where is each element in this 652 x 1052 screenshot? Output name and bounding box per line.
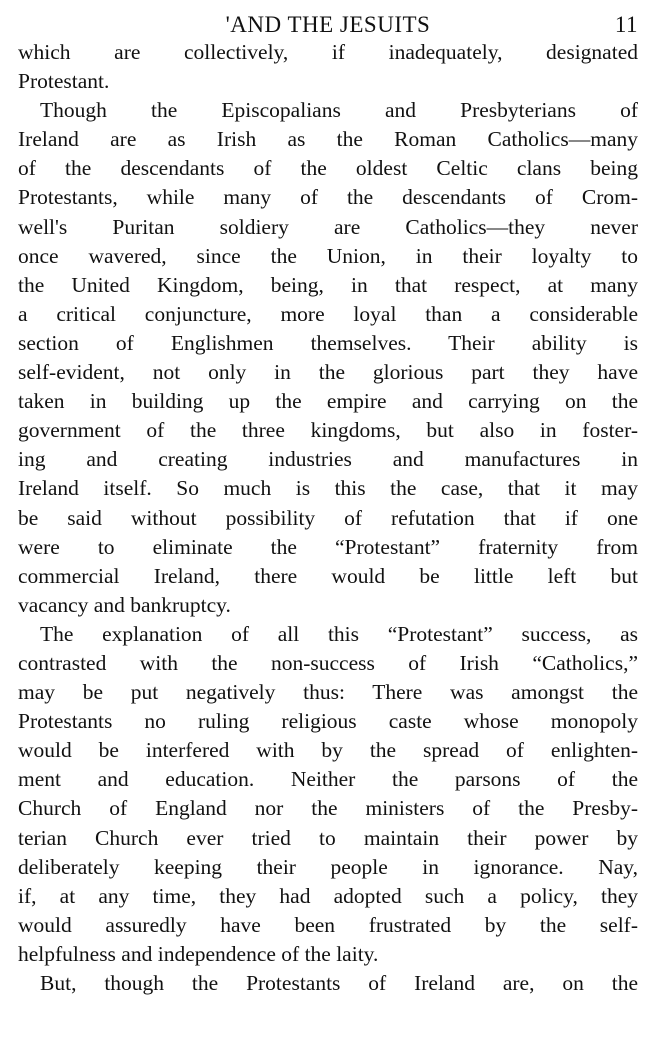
running-title: 'AND THE JESUITS xyxy=(225,12,431,37)
running-head xyxy=(18,6,638,38)
text-line: vacancy and bankruptcy. xyxy=(18,592,231,617)
text-line: section of Englishmen themselves. Their ability is xyxy=(18,330,638,355)
page-number: 11 xyxy=(614,12,638,37)
text-line: government of the three kingdoms, but also in foster- xyxy=(18,418,638,443)
text-line: be said without possibility of refutation that if one xyxy=(18,505,638,530)
text-line: taken in building up the empire and carrying on the xyxy=(18,389,638,414)
text-line: Ireland itself. So much is this the case, that it may xyxy=(18,476,638,501)
body-text xyxy=(18,38,638,998)
text-line: of the descendants of the oldest Celtic clans being xyxy=(18,156,638,181)
text-line: the United Kingdom, being, in that respect, at many xyxy=(18,272,638,297)
text-line: Protestants, while many of the descendants of Crom- xyxy=(18,185,638,210)
text-line: deliberately keeping their people in ignorance. Nay, xyxy=(18,854,638,879)
text-line: were to eliminate the “Protestant” fraternity from xyxy=(18,534,638,559)
text-line: Protestants no ruling religious caste whose monopoly xyxy=(18,709,638,734)
text-line: which are collectively, if inadequately, designated xyxy=(18,40,638,64)
text-line: a critical conjuncture, more loyal than a considerable xyxy=(18,301,638,326)
text-line: ment and education. Neither the parsons of the xyxy=(18,767,638,792)
text-line: contrasted with the non-success of Irish “Catholics,” xyxy=(18,650,638,675)
text-line: The explanation of all this “Protestant” success, as xyxy=(40,621,638,646)
text-line: Church of England nor the ministers of the Presby- xyxy=(18,796,638,821)
text-line: well's Puritan soldiery are Catholics—they never xyxy=(18,214,638,239)
text-line: But, though the Protestants of Ireland are, on the xyxy=(40,971,638,995)
text-line: would be interfered with by the spread of enlighten- xyxy=(18,738,638,763)
book-page xyxy=(18,6,638,998)
text-line: commercial Ireland, there would be little left but xyxy=(18,563,638,588)
text-line: ing and creating industries and manufactures in xyxy=(18,447,638,472)
text-line: once wavered, since the Union, in their loyalty to xyxy=(18,243,638,268)
text-line: Though the Episcopalians and Presbyterians of xyxy=(40,98,638,123)
text-line: Ireland are as Irish as the Roman Catholics—many xyxy=(18,127,638,152)
text-line: Protestant. xyxy=(18,69,110,94)
text-line: self-evident, not only in the glorious part they have xyxy=(18,360,638,385)
text-line: if, at any time, they had adopted such a policy, they xyxy=(18,883,638,908)
text-line: would assuredly have been frustrated by the self- xyxy=(18,912,638,937)
text-line: terian Church ever tried to maintain their power by xyxy=(18,825,638,850)
text-line: may be put negatively thus: There was amongst the xyxy=(18,680,638,705)
text-line: helpfulness and independence of the laity. xyxy=(18,941,379,966)
